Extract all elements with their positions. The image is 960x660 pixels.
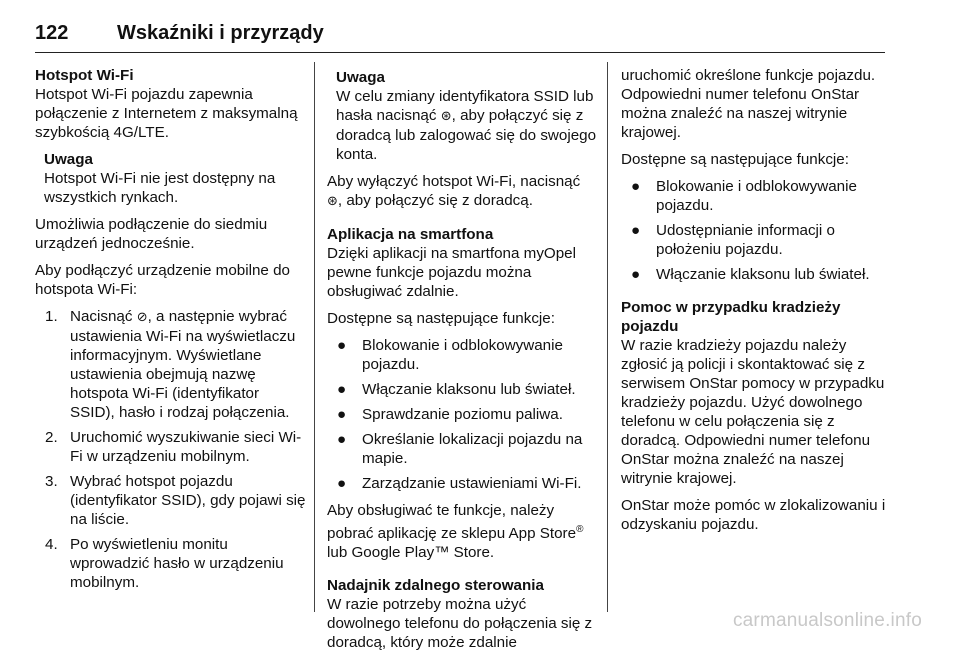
step-text: , a następnie wybrać ustawienia Wi-Fi na wyświetlaczu informacyjnym. Wyświetlane ustawienia obejmują nazwę hotspota Wi-Fi (identyfikator SSID), hasło i rodzaj połączenia. [70,308,296,421]
steps-list [35,307,307,592]
step-text: Uruchomić wyszukiwanie sieci Wi-Fi w urządzeniu mobilnym. [70,429,302,465]
list-item [327,474,599,493]
watermark: carmanualsonline.info [732,610,922,631]
list-item [327,336,599,374]
paragraph-part: Aby wyłączyć hotspot Wi-Fi, nacisnąć [327,173,581,190]
step-text: Wybrać hotspot pojazdu (identyfikator SSID), gdy pojawi się na liście. [70,473,306,528]
note-text: Hotspot Wi-Fi nie jest dostępny na wszystkich rynkach. [44,170,276,206]
column-divider [607,62,608,612]
list-item-text: Sprawdzanie poziomu paliwa. [362,406,563,423]
onstar-icon: ⊛ [440,109,452,124]
paragraph: Aby podłączyć urządzenie mobilne do hotspota Wi-Fi: [35,262,290,298]
list-item [45,428,307,466]
bullet: ● [337,431,347,448]
note-box [44,150,307,207]
bullet: ● [631,266,641,283]
column-2 [327,68,599,660]
list-item [327,430,599,468]
step-number: 1. [45,308,58,325]
bullet: ● [337,337,347,354]
list-item-text: Określanie lokalizacji pojazdu na mapie. [362,431,583,467]
list-item-text: Zarządzanie ustawieniami Wi-Fi. [362,475,582,492]
paragraph-part: lub Google Play™ Store. [327,544,495,562]
list-item [45,472,307,529]
note-box [336,68,599,164]
registered-mark: ® [576,524,584,535]
section-heading-app: Aplikacja na smartfona [327,226,494,243]
section-heading-theft: Pomoc w przypadku kradzieży pojazdu [621,299,841,335]
list-item [327,380,599,399]
column-3 [621,66,893,542]
list-item-text: Blokowanie i odblokowywanie pojazdu. [362,337,563,373]
step-number: 4. [45,536,58,553]
list-item [621,221,893,259]
step-number: 2. [45,429,58,446]
column-1 [35,66,307,598]
list-item [621,177,893,215]
list-item [327,405,599,424]
paragraph: OnStar może pomóc w zlokalizowaniu i odzyskaniu pojazdu. [621,497,886,533]
list-item-text: Włączanie klaksonu lub świateł. [362,381,576,398]
note-title: Uwaga [336,69,385,86]
bullet: ● [631,222,641,239]
paragraph: Umożliwia podłączenie do siedmiu urządzeń jednocześnie. [35,216,268,252]
list-item [45,535,307,592]
note-text-part: , aby połączyć się z doradcą lub zalogować się do swojego konta. [336,107,597,163]
paragraph [327,172,599,211]
paragraph-part: Aby obsługiwać te funkcje, należy pobrać aplikację ze sklepu App Store [327,502,577,543]
paragraph-part: , aby połączyć się z doradcą. [337,192,533,209]
step-number: 3. [45,473,58,490]
section-heading-remote: Nadajnik zdalnego sterowania [327,577,544,595]
column-divider [314,62,315,612]
bullet: ● [337,381,347,398]
page-number: 122 [35,22,69,44]
paragraph: Dostępne są następujące funkcje: [621,151,849,168]
chapter-title: Wskaźniki i przyrządy [117,22,324,44]
list-item [45,307,307,422]
step-text: Po wyświetleniu monitu wprowadzić hasło w urządzeniu mobilnym. [70,536,284,591]
note-text-part: W celu zmiany identyfikatora SSID lub hasła nacisnąć [336,88,594,124]
infotainment-icon: ⊘ [136,310,148,325]
note-title: Uwaga [44,151,93,168]
feature-list [621,177,893,284]
bullet: ● [337,475,347,492]
section-heading-hotspot: Hotspot Wi-Fi [35,67,134,84]
bullet: ● [337,406,347,423]
paragraph: uruchomić określone funkcje pojazdu. Odpowiedni numer telefonu OnStar można znaleźć na naszej witrynie krajowej. [621,67,876,141]
step-text: Nacisnąć [70,308,133,325]
list-item-text: Blokowanie i odblokowywanie pojazdu. [656,178,857,214]
paragraph: Dostępne są następujące funkcje: [327,310,555,327]
list-item-text: Udostępnianie informacji o położeniu pojazdu. [656,222,835,258]
paragraph [327,501,599,562]
paragraph: W razie potrzeby można użyć dowolnego telefonu do połączenia się z doradcą, który może zdalnie [327,596,593,652]
paragraph: Hotspot Wi-Fi pojazdu zapewnia połączenie z Internetem z maksymalną szybkością 4G/LTE. [35,86,298,141]
list-item [621,265,893,284]
paragraph: Dzięki aplikacji na smartfona myOpel pewne funkcje pojazdu można obsługiwać zdalnie. [327,245,576,300]
note-text [336,87,599,164]
page-header [35,14,885,53]
bullet: ● [631,178,641,195]
list-item-text: Włączanie klaksonu lub świateł. [656,266,870,283]
onstar-icon: ⊛ [327,194,338,209]
paragraph: W razie kradzieży pojazdu należy zgłosić ją policji i skontaktować się z serwisem OnStar pomocy w przypadku kradzieży pojazdu. Użyć dowolnego telefonu w celu połączenia się z doradcą. Odpowiedni numer telefonu OnStar można znaleźć na naszej witrynie krajowej. [621,337,885,487]
feature-list [327,336,599,493]
